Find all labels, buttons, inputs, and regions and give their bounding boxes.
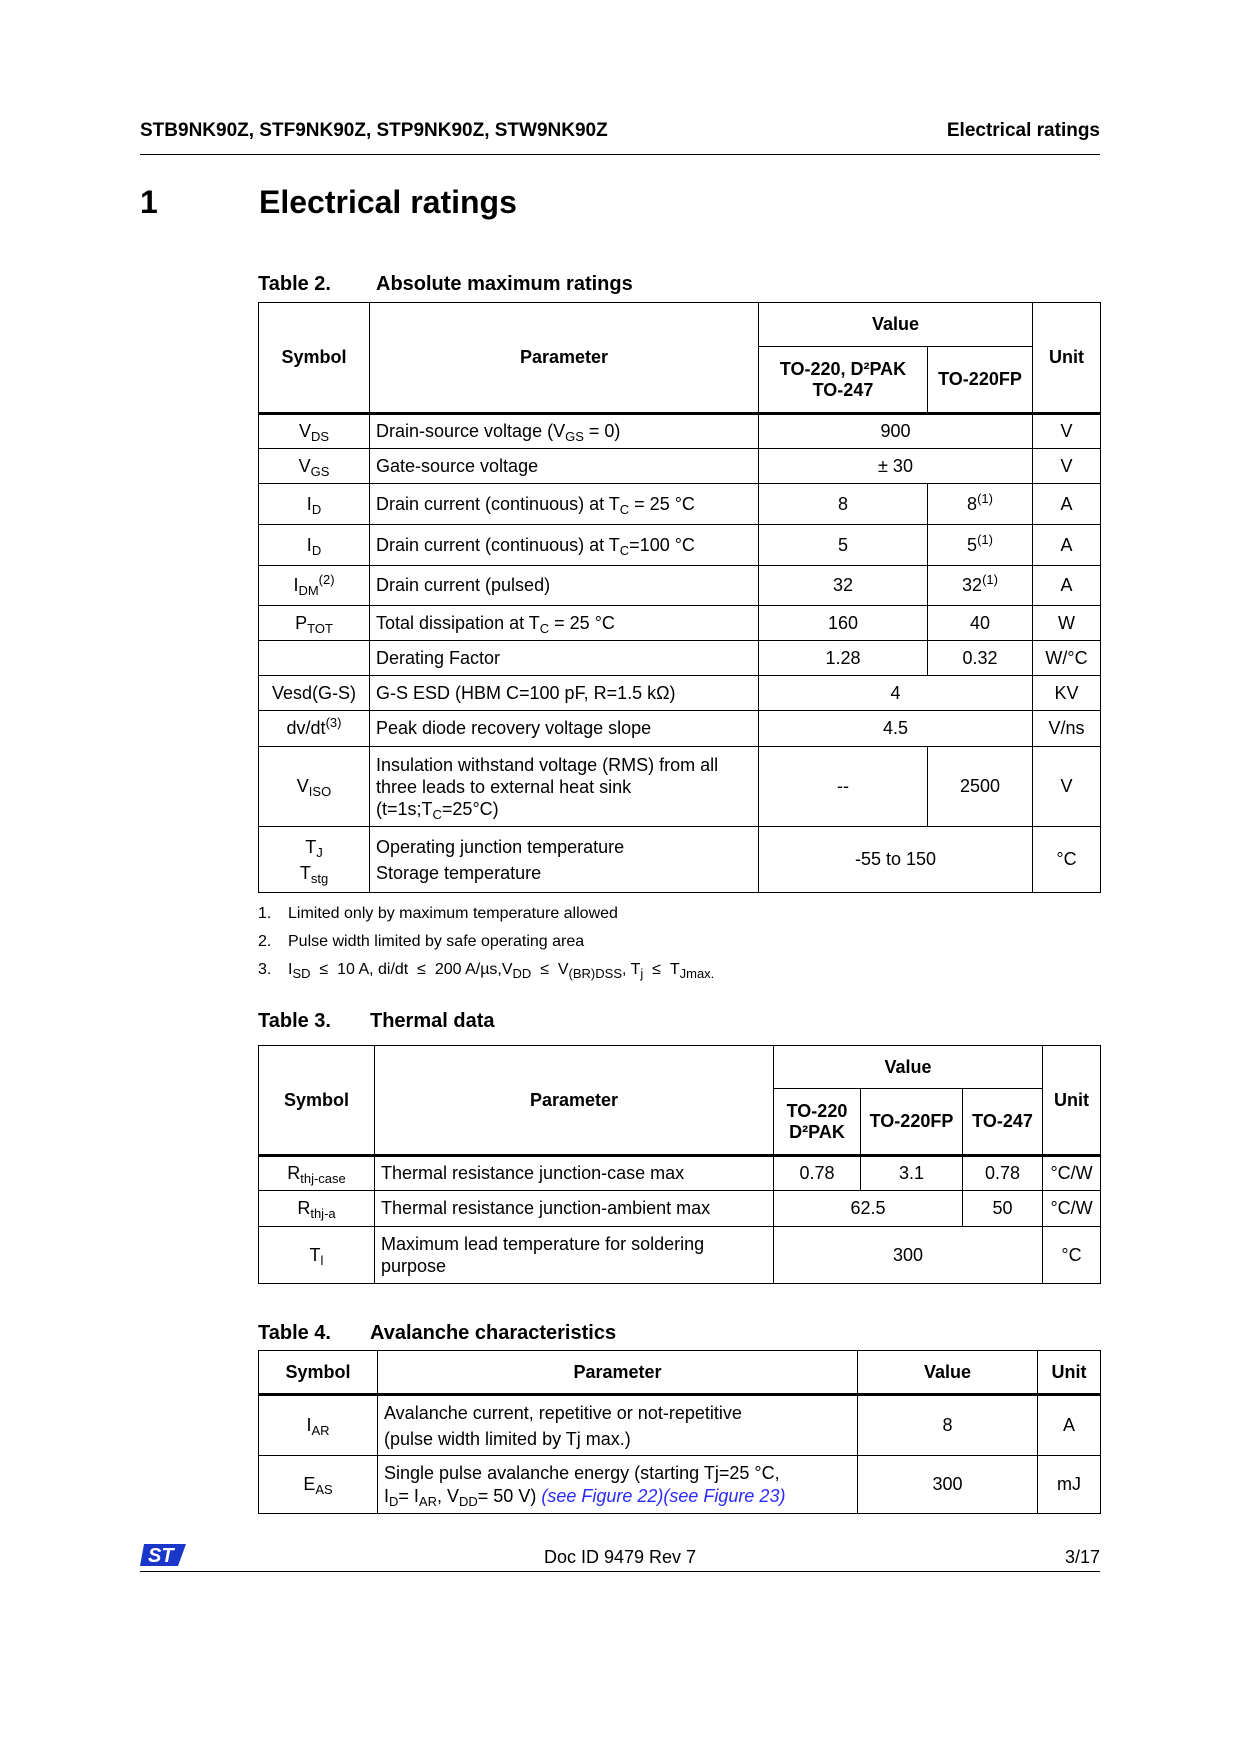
table3-head-col1: TO-220 D²PAK <box>774 1089 861 1156</box>
footnote: 2. Pulse width limited by safe operating area <box>258 933 585 950</box>
section-title: Electrical ratings <box>259 184 517 220</box>
footer-page-number: 3/17 <box>1064 1547 1100 1567</box>
table3-caption <box>258 1010 494 1033</box>
table-row: $I_D$ Drain current (continuous) at $T_C=100$ °C 5 5$^{(1)}$ A <box>259 525 1101 566</box>
header-divider <box>140 154 1100 155</box>
table-row: Derating Factor 1.28 0.32 W/°C <box>259 641 1101 676</box>
table2-title: Absolute maximum ratings <box>376 273 633 295</box>
table-row: $E_{AS}$ Single pulse avalanche energy (starting Tj=25 °C, $I_D= I_{AR}$, $V_{DD}= 50$ V) (see Figure 22)(see Figure 23) 300 mJ <box>259 1456 1101 1514</box>
table-row: $I_D$ Drain current (continuous) at $T_C = 25$ °C 8 8$^{(1)}$ A <box>259 484 1101 525</box>
table4-head-symbol: Symbol <box>259 1351 378 1395</box>
table3-title: Thermal data <box>370 1010 495 1032</box>
table-row: $V_{ISO}$ Insulation withstand voltage (RMS) from all three leads to external heat sink $(t=1s;T_C=25^\circ C)$ -- 2500 V <box>259 747 1101 827</box>
table2-head-unit: Unit <box>1033 303 1101 414</box>
table4-caption <box>258 1322 616 1345</box>
table-row: $I_{AR}$ Avalanche current, repetitive or not-repetitive (pulse width limited by Tj max.) 8 A <box>259 1395 1101 1456</box>
header-devices: STB9NK90Z, STF9NK90Z, STP9NK90Z, STW9NK90Z <box>140 120 608 141</box>
table-row: $T_l$ Maximum lead temperature for soldering purpose 300 °C <box>259 1227 1101 1284</box>
table4-title: Avalanche characteristics <box>370 1322 617 1344</box>
table2-caption <box>258 273 633 296</box>
table-row: $V_{GS}$ Gate-source voltage ± 30 V <box>259 449 1101 484</box>
table4-label: Table 4. <box>258 1322 331 1344</box>
table-row: Vesd(G-S) G-S ESD (HBM C=100 pF, R=1.5 kΩ) 4 KV <box>259 676 1101 711</box>
table3-head-unit: Unit <box>1043 1046 1101 1156</box>
table3-head-col3: TO-247 <box>963 1089 1043 1156</box>
footer-divider <box>140 1571 1100 1572</box>
header-section-ref: Electrical ratings <box>946 120 1100 141</box>
svg-text:ST: ST <box>148 1545 174 1567</box>
table2-head-symbol: Symbol <box>259 303 370 414</box>
table2-head-parameter: Parameter <box>370 303 759 414</box>
footnote: 3. $I_{SD} \le 10$ A, di/dt ≤ 200 $A/\mu s,V_{DD} \le V_{(BR)DSS}$, $T_j \le T_{Jmax.}$ <box>258 961 715 981</box>
table-row: $T_J$ $T_{stg}$ Operating junction temperature Storage temperature -55 to 150 °C <box>259 827 1101 893</box>
table2-head-col1: TO-220, D²PAK TO-247 <box>759 347 928 414</box>
table4-head-parameter: Parameter <box>378 1351 858 1395</box>
table2-footnotes <box>258 900 714 984</box>
table-row: $I_{DM}^{(2)}$ Drain current (pulsed) 32 32$^{(1)}$ A <box>259 566 1101 606</box>
see-figure-22-link[interactable]: (see Figure 22) <box>541 1485 664 1506</box>
table2-label: Table 2. <box>258 273 331 295</box>
table4-head-value: Value <box>858 1351 1038 1395</box>
section-number: 1 <box>140 184 158 220</box>
table2-absolute-maximum-ratings <box>258 302 1101 893</box>
table3-head-value: Value <box>774 1046 1043 1089</box>
table3-head-col2: TO-220FP <box>861 1089 963 1156</box>
table-row: $R_{thj-a}$ Thermal resistance junction-ambient max 62.5 50 °C/W <box>259 1191 1101 1227</box>
footnote: 1. Limited only by maximum temperature allowed <box>258 905 618 922</box>
st-logo-icon <box>140 1538 188 1568</box>
table4-avalanche-characteristics <box>258 1350 1101 1514</box>
see-figure-23-link[interactable]: (see Figure 23) <box>663 1485 786 1506</box>
table3-thermal-data <box>258 1045 1101 1284</box>
table-row: $V_{DS}$ Drain-source voltage $(V_{GS} = 0)$ 900 V <box>259 414 1101 449</box>
table2-head-col2: TO-220FP <box>928 347 1033 414</box>
table-row: $P_{TOT}$ Total dissipation at $T_C = 25$ °C 160 40 W <box>259 606 1101 641</box>
table2-head-value: Value <box>759 303 1033 347</box>
table4-head-unit: Unit <box>1038 1351 1101 1395</box>
table-row: $R_{thj-case}$ Thermal resistance junction-case max 0.78 3.1 0.78 °C/W <box>259 1156 1101 1191</box>
table-row: $dv/dt^{(3)}$ Peak diode recovery voltage slope 4.5 V/ns <box>259 711 1101 747</box>
table3-label: Table 3. <box>258 1010 331 1032</box>
table3-head-parameter: Parameter <box>375 1046 774 1156</box>
footer-doc-id: Doc ID 9479 Rev 7 <box>543 1547 697 1567</box>
table3-head-symbol: Symbol <box>259 1046 375 1156</box>
